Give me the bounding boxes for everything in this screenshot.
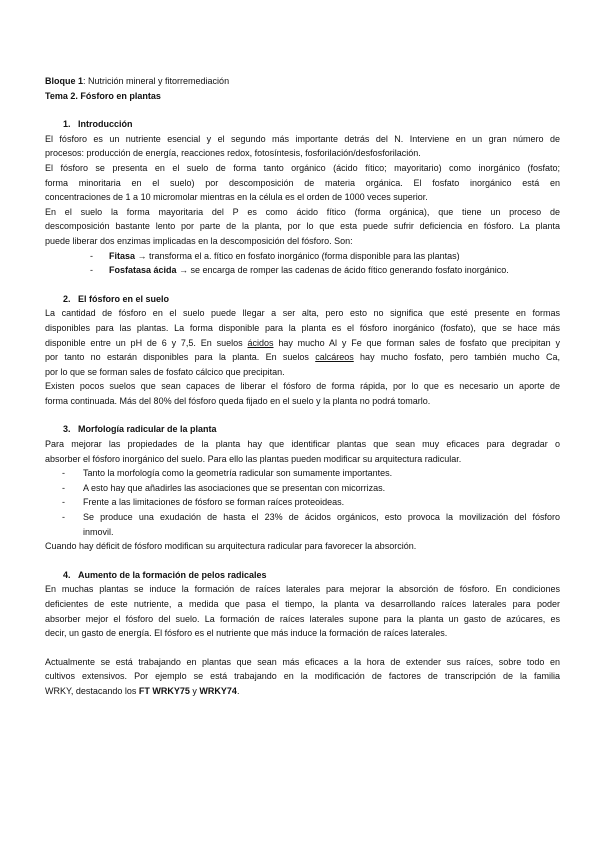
paragraph-line: concentraciones de 1 a 10 micromolar mientras en la célula es el orden de 1000 veces superior. <box>45 192 428 203</box>
paragraph-line: puede liberar dos enzimas implicadas en la descomposición del fósforo. Son: <box>45 235 353 246</box>
paragraph-line: absorber mejor el fósforo del suelo. La formación de raíces laterales supone para la planta un gasto de azúcares, es <box>45 613 560 624</box>
topic-heading: Tema 2. Fósforo en plantas <box>45 90 161 101</box>
list-item: - Frente a las limitaciones de fósforo se forman raíces proteoideas. <box>62 497 345 508</box>
document-page <box>45 74 560 699</box>
paragraph-line: disponible entre un pH de 6 y 7,5. En suelos ácidos hay mucho Al y Fe que forman sales de fosfato que precipitan y <box>45 337 560 348</box>
paragraph-line: El fósforo se presenta en el suelo de forma tanto orgánico (ácido fítico; mayoritario) como inorgánico (fosfato; <box>45 162 560 173</box>
paragraph-line: procesos: producción de energía, reacciones redox, fotosíntesis, fosforilación/desfosforilación. <box>45 148 421 159</box>
block-heading: Bloque 1: Nutrición mineral y fitorremediación <box>45 76 230 86</box>
paragraph-line: En el suelo la forma mayoritaria del P es como ácido fítico (forma orgánica), que tiene un proceso de <box>45 206 560 217</box>
list-item-fosfatasa: - Fosfatasa ácida → se encarga de romper las cadenas de ácido fítico generando fosfato inorgánico. <box>90 265 509 276</box>
paragraph-line: cultivos extensivos. Por ejemplo se está trabajando en la modificación de factores de transcripción de la familia <box>45 671 560 682</box>
paragraph-line: Existen pocos suelos que sean capaces de liberar el fósforo de forma rápida, por lo que es necesario un aporte de <box>45 381 560 392</box>
paragraph-line: descomposición bastante lento por parte de la planta, por lo que esta puede sufrir deficiencia en fósforo. La planta <box>45 221 560 232</box>
section-heading-suelo: 2. El fósforo en el suelo <box>63 293 170 304</box>
paragraph-line: deficientes de este nutriente, a medida que pasa el tiempo, la planta va desarrollando raíces laterales para poder <box>45 599 560 609</box>
paragraph-line: disponibles para las plantas. La forma disponible para la planta es el fósforo inorgánico (fosfato), que se hace más <box>45 322 560 333</box>
paragraph-line: El fósforo es un nutriente esencial y el segundo más importante detrás del N. Interviene en un gran número de <box>45 133 560 144</box>
paragraph-line: absorber el fósforo inorgánico del suelo. Para ello las plantas pueden modificar su arquitectura radicular. <box>45 453 462 464</box>
paragraph-line: Cuando hay déficit de fósforo modifican su arquitectura radicular para favorecer la absorción. <box>45 541 417 552</box>
section-heading-morfologia: 3. Morfología radicular de la planta <box>63 424 217 435</box>
list-item: - Tanto la morfología como la geometría radicular son sumamente importantes. <box>62 468 393 479</box>
paragraph-line: Actualmente se está trabajando en plantas que sean más eficaces a la hora de extender sus raíces, sobre todo en <box>45 656 560 667</box>
paragraph-line: forma continuada. Más del 80% del fósforo queda fijado en el suelo y la planta no podrá tomarlo. <box>45 395 431 406</box>
section-heading-introduccion: 1. Introducción <box>63 119 133 130</box>
list-item: - A esto hay que añadirles las asociaciones que se presentan con micorrizas. <box>62 482 386 493</box>
paragraph-line: Para mejorar las propiedades de la planta hay que identificar plantas que sean muy eficaces para degradar o <box>45 439 560 450</box>
list-item-fitasa: - Fitasa → transforma el a. fítico en fosfato inorgánico (forma disponible para las plantas) <box>90 250 460 261</box>
section-heading-pelos-radicales: 4. Aumento de la formación de pelos radicales <box>63 569 267 580</box>
paragraph-line: La cantidad de fósforo en el suelo puede llegar a ser alta, pero esto no significa que esté presente en formas <box>45 308 560 319</box>
paragraph-line: decir, un gasto de energía. El fósforo es el nutriente que más induce la formación de raíces laterales. <box>45 628 448 639</box>
paragraph-line: WRKY, destacando los FT WRKY75 y WRKY74. <box>45 685 240 696</box>
list-item: - Se produce una exudación de hasta el 23% de ácidos orgánicos, esto provoca la movilización del fósforo inmovil. <box>62 512 560 537</box>
paragraph-line: forma minoritaria en el suelo) por descomposición de materia orgánica. El fosfato inorgánico está en <box>45 177 560 188</box>
paragraph-line: En muchas plantas se induce la formación de raíces laterales para mejorar la absorción de fósforo. En condiciones <box>45 584 560 595</box>
paragraph-line: por lo que se forman sales de fosfato cálcico que precipitan. <box>45 366 285 377</box>
paragraph-line: por tanto no estarán disponibles para la planta. En suelos calcáreos hay mucho fosfato, pero también mucho Ca, <box>45 352 560 363</box>
